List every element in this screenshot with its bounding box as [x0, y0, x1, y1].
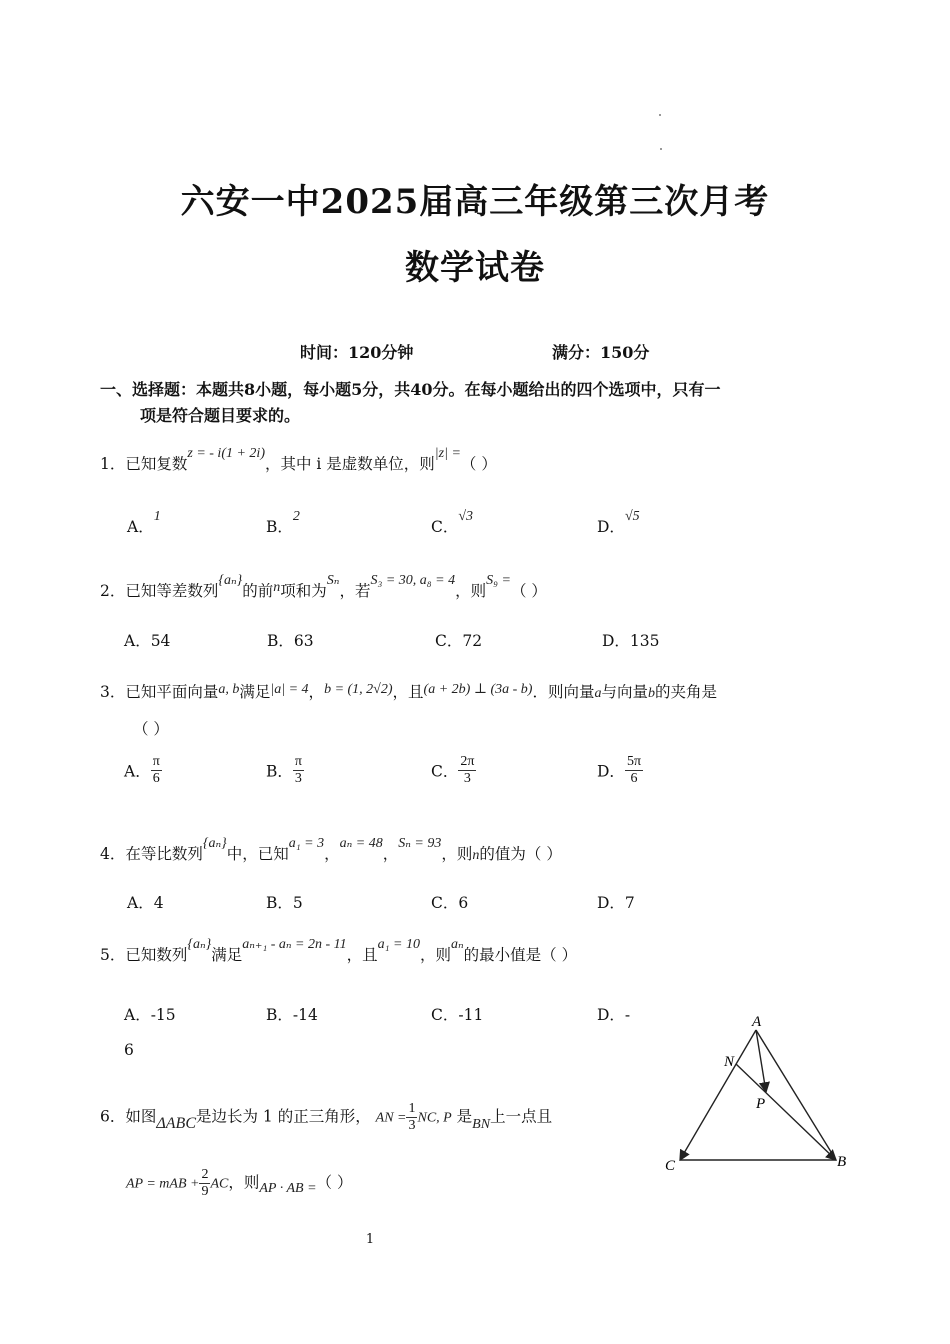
- q2-option-a: A．54: [124, 632, 171, 650]
- q1-option-a: A．1: [127, 509, 161, 536]
- exam-subtitle: 数学试卷: [405, 248, 545, 288]
- q1-paren: （ ）: [460, 455, 497, 473]
- label-n: N: [724, 1054, 735, 1070]
- q3-paren: （ ）: [133, 720, 169, 738]
- triangle-figure: [660, 1008, 860, 1178]
- q1-math-z: z = - i(1 + 2i): [187, 446, 265, 461]
- q2-option-d: D．135: [602, 632, 660, 650]
- q5-option-d-wrap: 6: [124, 1041, 134, 1059]
- scan-mark: [659, 114, 661, 116]
- q4-option-b: B．5: [266, 894, 303, 912]
- q4-option-a: A．4: [127, 894, 164, 912]
- q5-option-d: D．-: [597, 1006, 631, 1024]
- section-line-1: 一、选择题：本题共8小题，每小题5分，共40分。在每小题给出的四个选项中，只有一: [100, 380, 721, 399]
- question-6: 6．如图ΔABC是边长为 1 的正三角形， AN = $\frac{1}{3}$ NC, P 是BN上一点且: [100, 1101, 553, 1133]
- scan-mark: [660, 148, 662, 150]
- q2-option-c: C．72: [435, 632, 483, 650]
- q5-option-c: C．-11: [431, 1006, 484, 1024]
- label-c: C: [665, 1158, 676, 1174]
- q3-option-d: D． $\frac{5\pi}{6}$: [597, 754, 642, 786]
- label-a: A: [752, 1014, 762, 1030]
- section-line-2: 项是符合题目要求的。: [140, 406, 301, 425]
- question-4: 4．在等比数列{aₙ}中，已知a₁ = 3，aₙ = 48，Sₙ = 93，则n的值为（ ）: [100, 836, 562, 863]
- q1-option-d: D．√5: [597, 509, 640, 536]
- question-5: 5．已知数列{aₙ}满足aₙ₊₁ - aₙ = 2n - 11，且a₁ = 10，则aₙ的最小值是（ ）: [100, 937, 578, 964]
- question-3: 3．已知平面向量a, b满足|a| = 4，b = (1, 2√2)，且(a + 2b) ⊥ (3a - b)．则向量a与向量b的夹角是: [100, 682, 718, 701]
- question-1: [100, 446, 497, 474]
- label-b: B: [837, 1154, 847, 1170]
- q5-option-a: A．-15: [124, 1006, 176, 1024]
- q2-option-b: B．63: [267, 632, 314, 650]
- q1-text: ，其中 i 是虚数单位，则: [264, 455, 435, 473]
- question-6-line-2: AP = mAB + $\frac{2}{9}$ AC，则AP · AB =（ ）: [126, 1167, 353, 1199]
- q1-option-c: C．√3: [431, 509, 474, 536]
- page-number: 1: [365, 1232, 375, 1247]
- q1-text: 1．已知复数: [100, 455, 188, 473]
- q1-math-abs: |z| =: [434, 446, 461, 461]
- score-label: 满分：150分: [552, 343, 650, 362]
- time-label: 时间：120分钟: [300, 343, 414, 362]
- q5-option-b: B．-14: [266, 1006, 318, 1024]
- exam-title: 六安一中2025届高三年级第三次月考: [180, 182, 770, 222]
- q4-option-d: D．7: [597, 894, 635, 912]
- q3-option-c: C． $\frac{2\pi}{3}$: [431, 754, 475, 786]
- question-2: 2．已知等差数列{aₙ}的前n项和为Sₙ，若S₃ = 30, a₈ = 4，则S₉ =（ ）: [100, 573, 547, 600]
- q3-option-b: B． $\frac{\pi}{3}$: [266, 754, 302, 786]
- section-heading: [100, 377, 860, 429]
- side-ac: [680, 1030, 756, 1160]
- q1-option-b: B．2: [266, 509, 300, 536]
- q4-option-c: C．6: [431, 894, 469, 912]
- label-p: P: [756, 1096, 766, 1112]
- q3-option-a: A． $\frac{\pi}{6}$: [124, 754, 160, 786]
